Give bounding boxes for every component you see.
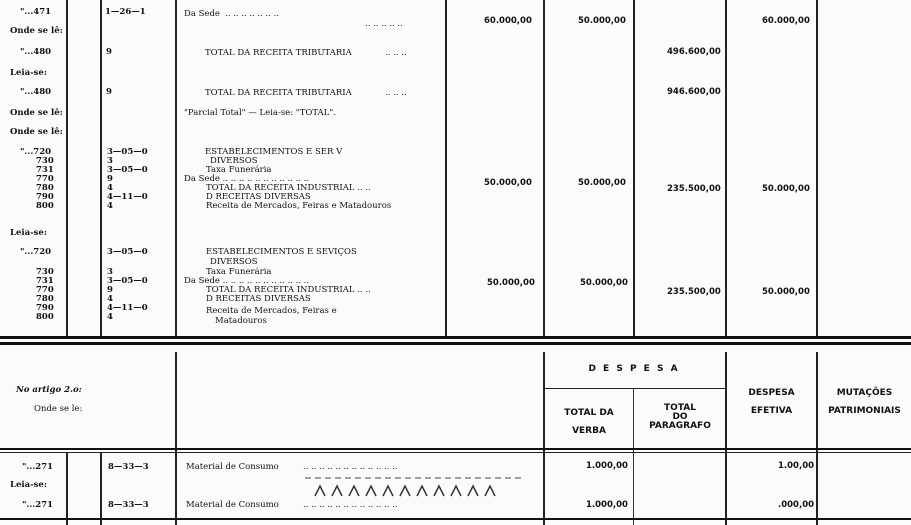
row-code: "...720 [20, 147, 52, 157]
value-cell: 1.000,00 [586, 500, 628, 510]
value-cell: 235.500,00 [667, 287, 721, 297]
row-ref: 4 [107, 294, 113, 304]
row-code: "...271 [22, 500, 54, 510]
correction-label: Leia-se: [10, 228, 47, 238]
row-code: 780 [36, 294, 54, 304]
row-desc: ESTABELECIMENTOS E SEVIÇOS [206, 247, 357, 257]
col-rule [543, 0, 545, 336]
row-ref: 9 [106, 87, 112, 97]
row-code: 730 [36, 156, 54, 166]
bottom-rule [0, 518, 911, 520]
article-heading: No artigo 2.o: [16, 385, 82, 395]
col-rule [66, 0, 68, 336]
row-desc: DIVERSOS [210, 156, 258, 166]
row-ref: 3—05—0 [107, 165, 148, 175]
column-header: TOTAL DO PARAGRAFO [649, 403, 711, 431]
row-code: 731 [36, 276, 54, 286]
value-cell: 50.000,00 [580, 278, 628, 288]
leader-dots: .. .. .. [385, 88, 407, 98]
leader-dots: .. .. .. .. .. .. .. .. .. .. .. .. [303, 462, 398, 472]
column-header: DESPESA EFETIVA [748, 388, 795, 416]
value-cell: 60.000,00 [484, 16, 532, 26]
col-rule [100, 0, 102, 336]
correction-label: Onde se lê: [10, 108, 63, 118]
row-desc: Da Sede [184, 9, 220, 19]
row-desc: TOTAL DA RECEITA TRIBUTARIA [205, 88, 352, 98]
row-desc: ESTABELECIMENTOS E SER V [205, 147, 343, 157]
value-cell: 50.000,00 [578, 16, 626, 26]
row-code: 790 [36, 192, 54, 202]
col-rule [725, 0, 727, 336]
col-rule [816, 352, 818, 525]
row-code: "...720 [20, 247, 52, 257]
value-cell: .000,00 [778, 500, 815, 510]
row-ref: 4—11—0 [107, 192, 148, 202]
correction-label: Leia-se: [10, 68, 47, 78]
leader-dots: .. .. .. .. .. [365, 19, 403, 29]
row-desc: Receita de Mercados, Feiras e Matadouros [206, 201, 392, 211]
row-desc: D RECEITAS DIVERSAS [206, 192, 311, 202]
row-code: 730 [36, 267, 54, 277]
row-desc: DIVERSOS [210, 257, 258, 267]
row-code: 731 [36, 165, 54, 175]
row-ref: 4 [107, 183, 113, 193]
leader-dots: .. .. .. [385, 48, 407, 58]
row-desc: Material de Consumo [186, 462, 279, 472]
row-code: "...271 [22, 462, 54, 472]
correction-label: Onde se le: [34, 404, 83, 414]
col-rule [633, 388, 634, 525]
row-code: "...480 [20, 87, 52, 97]
correction-label: Leia-se: [10, 480, 47, 490]
row-desc: TOTAL DA RECEITA INDUSTRIAL .. .. [206, 285, 371, 295]
row-ref: 1—26—1 [105, 7, 146, 17]
col-rule [66, 452, 68, 525]
value-cell: 50.000,00 [487, 278, 535, 288]
header-bottom-rule [0, 448, 911, 450]
row-desc: Da Sede .. .. .. .. .. .. .. .. .. .. .. [184, 276, 310, 286]
value-cell: 1.000,00 [586, 461, 628, 471]
row-ref: 3—05—0 [107, 147, 148, 157]
row-desc: Da Sede .. .. .. .. .. .. .. .. .. .. .. [184, 174, 310, 184]
row-ref: 3 [107, 267, 113, 277]
leader-dots: .. .. .. .. .. .. .. [225, 9, 280, 19]
row-desc: D RECEITAS DIVERSAS [206, 294, 311, 304]
row-desc: Material de Consumo [186, 500, 279, 510]
row-code: 800 [36, 201, 54, 211]
row-desc: TOTAL DA RECEITA TRIBUTARIA [205, 48, 352, 58]
header-bottom-rule [0, 452, 911, 453]
correction-label: Onde se lê: [10, 26, 63, 36]
header-rule [543, 388, 725, 389]
row-ref: 3 [107, 156, 113, 166]
value-cell: 1.00,00 [778, 461, 815, 471]
col-rule [100, 452, 102, 525]
col-rule [816, 0, 818, 336]
row-code: 790 [36, 303, 54, 313]
row-ref: 8—33—3 [108, 462, 149, 472]
row-ref: 4—11—0 [107, 303, 148, 313]
row-desc: Taxa Funerária [206, 165, 272, 175]
value-cell: 50.000,00 [762, 287, 810, 297]
row-ref: 3—05—0 [107, 247, 148, 257]
col-rule [175, 352, 177, 525]
row-ref: 4 [107, 312, 113, 322]
row-desc: TOTAL DA RECEITA INDUSTRIAL .. .. [206, 183, 371, 193]
column-group-header: D E S P E S A [588, 364, 680, 374]
column-header: MUTAÇÕES PATRIMONIAIS [828, 388, 901, 416]
row-ref: 4 [107, 201, 113, 211]
row-code: 800 [36, 312, 54, 322]
row-code: "...471 [20, 7, 52, 17]
row-ref: 8—33—3 [108, 500, 149, 510]
row-ref: 9 [107, 174, 113, 184]
note-text: "Parcial Total" — Leia-se: "TOTAL". [184, 108, 336, 118]
row-ref: 9 [107, 285, 113, 295]
scan-artifact [300, 474, 530, 500]
value-cell: 235.500,00 [667, 184, 721, 194]
row-ref: 9 [106, 47, 112, 57]
value-cell: 50.000,00 [484, 178, 532, 188]
col-rule [175, 0, 177, 336]
value-cell: 946.600,00 [667, 87, 721, 97]
row-desc: Taxa Funerária [206, 267, 272, 277]
leader-dots: .. .. .. .. .. .. .. .. .. .. .. .. [303, 500, 398, 510]
row-code: "...480 [20, 47, 52, 57]
col-rule [445, 0, 447, 336]
col-rule [633, 0, 635, 336]
row-code: 770 [36, 285, 54, 295]
row-desc: Receita de Mercados, Feiras e [206, 306, 337, 316]
row-desc: Matadouros [215, 316, 267, 326]
section-divider [0, 336, 911, 339]
row-code: 770 [36, 174, 54, 184]
value-cell: 496.600,00 [667, 47, 721, 57]
col-rule [725, 352, 727, 525]
row-ref: 3—05—0 [107, 276, 148, 286]
correction-label: Onde se lê: [10, 127, 63, 137]
value-cell: 60.000,00 [762, 16, 810, 26]
value-cell: 50.000,00 [578, 178, 626, 188]
row-code: 780 [36, 183, 54, 193]
section-divider [0, 342, 911, 345]
column-header: TOTAL DA VERBA [564, 408, 614, 436]
value-cell: 50.000,00 [762, 184, 810, 194]
